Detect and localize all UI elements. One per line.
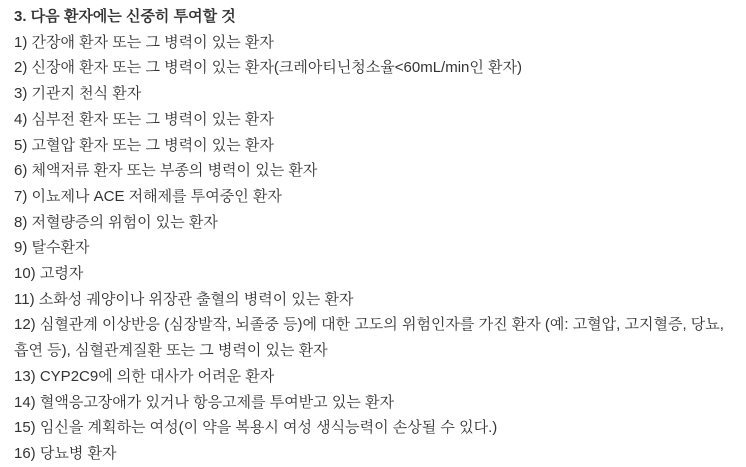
caution-item-1: 1) 간장애 환자 또는 그 병력이 있는 환자 — [14, 33, 274, 51]
caution-item-7: 7) 이뇨제나 ACE 저해제를 투여중인 환자 — [14, 187, 282, 205]
caution-item-16: 16) 당뇨병 환자 — [14, 444, 117, 462]
caution-item-15: 15) 임신을 계획하는 여성(이 약을 복용시 여성 생식능력이 손상될 수 있다.) — [14, 419, 498, 437]
caution-item-9: 9) 탈수환자 — [14, 239, 90, 257]
section-heading: 3. 다음 환자에는 신중히 투여할 것 — [14, 8, 236, 25]
caution-item-13: 13) CYP2C9에 의한 대사가 어려운 환자 — [14, 367, 275, 385]
caution-item-2: 2) 신장애 환자 또는 그 병력이 있는 환자(크레아티닌청소율<60mL/min인 환자) — [14, 59, 523, 77]
caution-item-5: 5) 고혈압 환자 또는 그 병력이 있는 환자 — [14, 136, 274, 154]
caution-item-6: 6) 체액저류 환자 또는 부종의 병력이 있는 환자 — [14, 162, 318, 180]
caution-item-14: 14) 혈액응고장애가 있거나 항응고제를 투여받고 있는 환자 — [14, 393, 394, 411]
caution-item-12: 12) 심혈관계 이상반응 (심장발작, 뇌졸중 등)에 대한 고도의 위험인자를 가진 환자 (예: 고혈압, 고지혈증, 당뇨, 흡연 등), 심혈관계질환 또는 그 병력이 있는 환자 — [14, 316, 724, 360]
caution-item-4: 4) 심부전 환자 또는 그 병력이 있는 환자 — [14, 110, 274, 128]
caution-item-11: 11) 소화성 궤양이나 위장관 출혈의 병력이 있는 환자 — [14, 290, 354, 308]
caution-item-8: 8) 저혈량증의 위험이 있는 환자 — [14, 213, 218, 231]
caution-item-3: 3) 기관지 천식 환자 — [14, 85, 142, 103]
caution-item-10: 10) 고령자 — [14, 265, 84, 283]
